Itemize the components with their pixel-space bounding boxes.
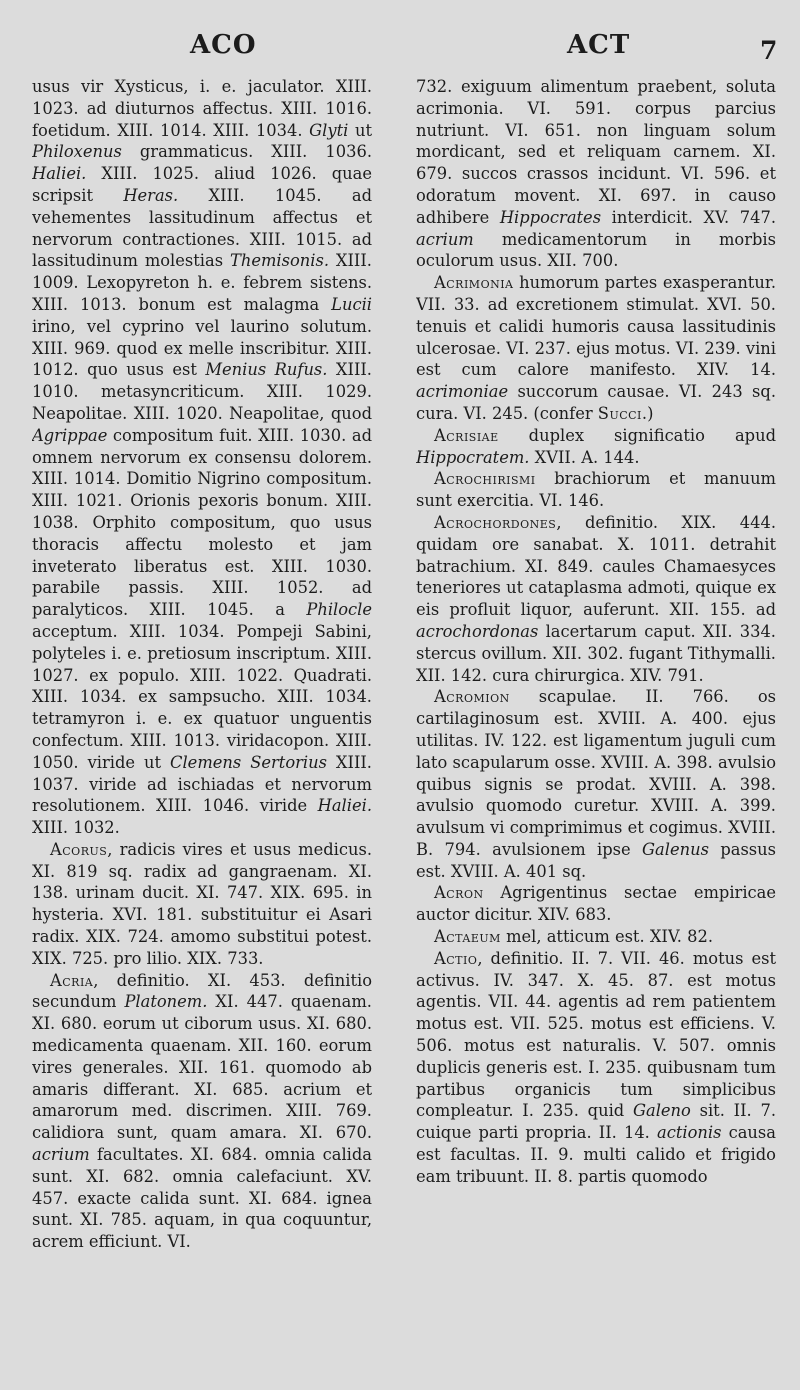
italic-text: Haliei.: [317, 796, 372, 816]
italic-text: acrium: [32, 1145, 90, 1165]
italic-text: Menius Rufus.: [205, 360, 328, 380]
left-running-head: ACO: [190, 30, 257, 60]
entry-text: XIII. 1010. metasyncriticum. XIII. 1029. Neapolitae. XIII. 1020. Neapolitae, quod: [32, 360, 372, 423]
index-entry: [416, 882, 776, 926]
entry-text: , definitio. XIX. 444. quidam ore sanabat. X. 1011. detrahit batrachium. XI. 849. caules Chamaesyces teneriores ut cataplasma admoti, quique ex eis profluit liquor, auferunt. XII. 155. ad: [416, 512, 776, 620]
entry-text: XIII. 1032.: [32, 818, 120, 838]
index-entry: [32, 76, 372, 839]
italic-text: acrochordonas: [416, 621, 539, 641]
entry-headword: Acron: [434, 883, 484, 903]
italic-text: Glyti: [309, 120, 349, 140]
page-number: 7: [760, 36, 779, 65]
entry-text: sit. II. 7. cuique parti propria. II. 14.: [416, 1101, 776, 1143]
entry-text: facultates. XI. 684. omnia calida sunt. XI. 682. omnia calefaciunt. XV. 457. exacte calida sunt. XI. 684. ignea sunt. XI. 785. aquam, in qua coquuntur, acrem efficiunt. VI.: [32, 1145, 372, 1252]
italic-text: acrimoniae: [416, 382, 509, 402]
entry-text: succorum causae. VI. 243 sq. cura. VI. 245. (confer: [416, 382, 776, 423]
italic-text: Lucii: [331, 294, 372, 314]
italic-text: acrium: [416, 229, 474, 249]
entry-text: causa est facultas. II. 9. multi calido et frigido eam tribuunt. II. 8. partis quomodo: [416, 1123, 776, 1186]
entry-text: scapulae. II. 766. os cartilaginosum est. XVIII. A. 400. ejus utilitas. IV. 122. est ligamentum juguli cum lato scapularum osse. XVIII. A. 398. avulsio quibus signis se prodat. XVIII. A. 398. avulsio quomodo curetur. XVIII. A. 399. avulsum vi comprimimus et cogimus. XVIII. B. 794. avulsionem ipse: [416, 687, 776, 859]
entry-text: XI. 447. quaenam. XI. 680. eorum ut ciborum usus. XI. 680. medicamenta quaenam. XII. 160. eorum vires generales. XII. 161. quomodo ab amaris differant. XI. 685. acrium et amarorum med. discrimen. XIII. 769. calidiora sunt, quam amara. XI. 670.: [32, 992, 372, 1143]
entry-text: Agrigentinus sectae empiricae auctor dicitur. XIV. 683.: [416, 883, 776, 925]
entry-headword: Acria: [50, 970, 94, 990]
entry-text: XIII. 1037. viride ad ischiadas et nervorum resolutionem. XIII. 1046. viride: [32, 752, 372, 816]
italic-text: Clemens Sertorius: [170, 752, 327, 772]
entry-text: acceptum. XIII. 1034. Pompeji Sabini, polyteles i. e. pretiosum inscriptum. XIII. 1027. ex populo. XIII. 1022. Quadrati. XIII. 1034. ex sampsucho. XIII. 1034. tetramyron i. e. ex quatuor unguentis confectum. XIII. 1013. viridacopon. XIII. 1050. viride ut: [32, 621, 372, 772]
entry-text: , definitio. II. 7. VII. 46. motus est activus. IV. 347. X. 45. 87. est motus agentis. VII. 44. agentis ad rem patientem motus est. VII. 525. motus est efficiens. V. 506. motus est naturalis. V. 507. omnis duplicis generis est. I. 235. quibusnam tum partibus organicis tum simplicibus compleatur. I. 235. quid: [416, 948, 776, 1121]
entry-headword: Acromion: [434, 687, 510, 707]
entry-text: .): [641, 403, 654, 423]
italic-text: Galenus: [642, 839, 709, 859]
italic-text: Agrippae: [32, 425, 108, 445]
entry-headword: Acrochirismi: [434, 469, 536, 489]
index-entry: [416, 686, 776, 882]
right-running-head: ACT: [567, 30, 631, 60]
index-entry: [416, 272, 776, 425]
entry-headword: Acrisiae: [434, 425, 499, 445]
index-entry: [416, 468, 776, 512]
index-entry: [416, 425, 776, 469]
entry-text: grammaticus. XIII. 1036.: [121, 142, 372, 162]
italic-text: Heras.: [123, 185, 179, 205]
italic-text: Haliei.: [32, 164, 87, 184]
entry-text: lacertarum caput. XII. 334. stercus ovillum. XII. 302. fugant Tithymalli. XII. 142. cura chirurgica. XIV. 791.: [416, 621, 776, 685]
entry-text: XVII. A. 144.: [529, 447, 640, 467]
entry-text: 732. exiguum alimentum praebent, soluta acrimonia. VI. 591. corpus parcius nutriunt. VI. 651. non linguam solum mordicant, sed et reliquam carnem. XI. 679. succos crassos incidunt. VI. 596. et odoratum movent. XI. 697. in causo adhibere: [416, 77, 776, 227]
left-column: [32, 76, 372, 1376]
entry-headword: Acrimonia: [434, 273, 514, 293]
italic-text: Hippocrates: [499, 207, 602, 227]
index-entry: [416, 76, 776, 272]
entry-text: XIII. 1045. ad vehementes lassitudinum affectus et nervorum contractiones. XIII. 1015. ad lassitudinum molestias: [32, 185, 372, 271]
entry-text: mel, atticum est. XIV. 82.: [500, 927, 714, 947]
italic-text: Philoxenus: [32, 142, 122, 162]
entry-headword: Succi: [597, 403, 642, 423]
index-entry: [32, 970, 372, 1253]
entry-text: , radicis vires et usus medicus. XI. 819 sq. radix ad gangraenam. XI. 138. urinam ducit. XI. 747. XIX. 695. in hysteria. XVI. 181. substituitur ei Asari radix. XIX. 724. amomo substitui potest. XIX. 725. pro lilio. XIX. 733.: [32, 839, 372, 968]
entry-text: humorum partes exasperantur. VII. 33. ad excretionem stimulat. XVI. 50. tenuis et calidi humoris causa lassitudinis ulcerosae. VI. 237. ejus motus. VI. 239. vini est cum calore manifesto. XIV. 14.: [416, 273, 776, 380]
entry-text: passus est. XVIII. A. 401 sq.: [416, 839, 776, 881]
entry-text: interdicit. XV. 747.: [601, 207, 776, 227]
entry-text: ut: [348, 120, 372, 140]
italic-text: Hippocratem.: [416, 447, 530, 467]
entry-headword: Acorus: [50, 839, 108, 859]
entry-text: brachiorum et manuum sunt exercitia. VI. 146.: [416, 469, 776, 511]
entry-text: XIII. 1009. Lexopyreton h. e. febrem sistens. XIII. 1013. bonum est malagma: [32, 251, 372, 314]
entry-text: XIII. 1025. aliud 1026. quae scripsit: [32, 164, 372, 205]
italic-text: Philocle: [306, 600, 372, 620]
index-entry: [32, 839, 372, 970]
entry-headword: Actaeum: [434, 927, 501, 947]
index-entry: [416, 948, 776, 1188]
entry-text: medicamentorum in morbis oculorum usus. XII. 700.: [416, 229, 776, 271]
italic-text: Platonem.: [124, 992, 208, 1012]
italic-text: actionis: [657, 1123, 722, 1143]
italic-text: Galeno: [633, 1101, 691, 1121]
index-entry: [416, 512, 776, 686]
entry-text: duplex significatio apud: [498, 425, 776, 445]
entry-headword: Acrochordones: [434, 512, 557, 532]
index-entry: [416, 926, 776, 948]
entry-text: , definitio. XI. 453. definitio secundum: [32, 970, 372, 1012]
right-column: [416, 76, 776, 1376]
entry-text: irino, vel cyprino vel laurino solutum. XIII. 969. quod ex melle inscribitur. XIII. 1012. quo usus est: [32, 316, 372, 380]
italic-text: Themisonis.: [229, 251, 329, 271]
entry-text: compositum fuit. XIII. 1030. ad omnem nervorum ex consensu dolorem. XIII. 1014. Domitio Nigrino compositum. XIII. 1021. Orionis pexoris bonum. XIII. 1038. Orphito compositum, quo usus thoracis affectu molesto et jam inveterato liberatus est. XIII. 1030. parabile passis. XIII. 1052. ad paralyticos. XIII. 1045. a: [32, 425, 372, 620]
entry-headword: Actio: [434, 948, 478, 968]
entry-text: usus vir Xysticus, i. e. jaculator. XIII. 1023. ad diuturnos affectus. XIII. 1016. foetidum. XIII. 1014. XIII. 1034.: [32, 77, 372, 140]
